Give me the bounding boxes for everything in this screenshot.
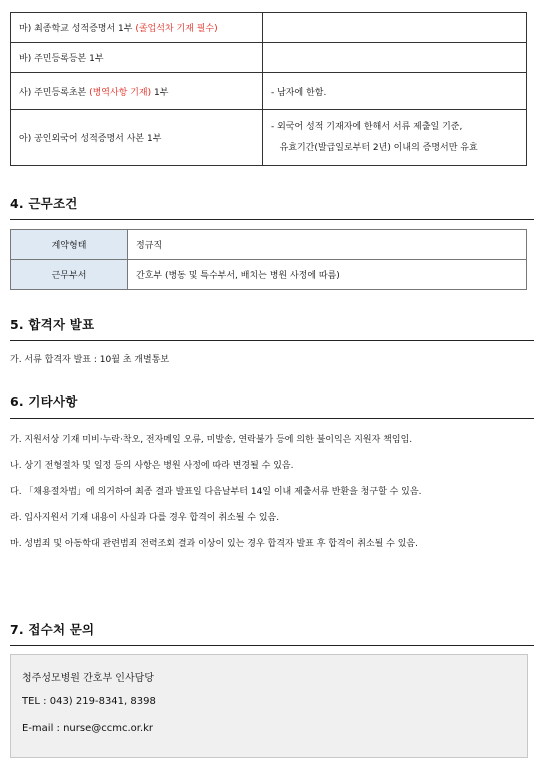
table-row <box>11 43 527 73</box>
note-line: 유효기간(발급일로부터 2년) 이내의 증명서만 유효 <box>271 142 478 153</box>
document-requirement: (졸업석차 기재 필수) <box>135 24 218 34</box>
section-divider <box>10 645 534 646</box>
document-note <box>263 110 527 166</box>
contact-department: 청주성모병원 간호부 인사담당 <box>22 673 154 684</box>
document-name: 아) 공인외국어 성적증명서 사본 1부 <box>19 134 162 144</box>
contact-phone: TEL : 043) 219-8341, 8398 <box>22 696 156 707</box>
document-name: 바) 주민등록등본 1부 <box>19 54 104 64</box>
document-name: 사) 주민등록초본 <box>19 87 90 98</box>
section-title-work-conditions: 4. 근무조건 <box>10 196 78 211</box>
section-title-other-notes: 6. 기타사항 <box>10 394 78 409</box>
note-line: - 남자에 한함. <box>271 87 327 98</box>
document-item <box>11 73 263 110</box>
note-item: 나. 상기 전형절차 및 일정 등의 사항은 병원 사정에 따라 변경될 수 있음. <box>10 461 294 471</box>
table-row <box>11 110 527 166</box>
section-title-announcement: 5. 합격자 발표 <box>10 317 95 332</box>
section-title-contact: 7. 접수처 문의 <box>10 622 95 637</box>
work-conditions-table <box>10 229 527 290</box>
document-requirement: (병역사항 기재) <box>89 87 152 98</box>
section-divider <box>10 340 534 341</box>
contact-email[interactable]: E-mail : nurse@ccmc.or.kr <box>22 723 154 734</box>
contract-type-value: 정규직 <box>128 230 527 260</box>
note-item: 라. 입사지원서 기재 내용이 사실과 다를 경우 합격이 취소될 수 있음. <box>10 513 280 523</box>
document-note <box>263 13 527 43</box>
note-item: 다. 「채용절차법」에 의거하여 최종 결과 발표일 다음날부터 14일 이내 제출서류 반환을 청구할 수 있음. <box>10 487 422 497</box>
document-item <box>11 110 263 166</box>
section-divider <box>10 219 534 220</box>
document-count: 1부 <box>151 87 169 98</box>
table-row <box>11 230 527 260</box>
department-label: 근무부서 <box>11 260 128 290</box>
note-item: 마. 성범죄 및 아동학대 관련범죄 전력조회 결과 이상이 있는 경우 합격자 발표 후 합격이 취소될 수 있음. <box>10 539 418 549</box>
document-note <box>263 73 527 110</box>
section-divider <box>10 418 534 419</box>
contact-box <box>10 654 528 758</box>
document-item <box>11 43 263 73</box>
document-item <box>11 13 263 43</box>
document-note <box>263 43 527 73</box>
contract-type-label: 계약형태 <box>11 230 128 260</box>
table-row <box>11 260 527 290</box>
note-line: - 외국어 성적 기재자에 한해서 서류 제출일 기준, <box>271 121 463 132</box>
department-value: 간호부 (병동 및 특수부서, 배치는 병원 사정에 따름) <box>128 260 527 290</box>
announcement-item: 가. 서류 합격자 발표 : 10월 초 개별통보 <box>10 355 170 365</box>
table-row <box>11 13 527 43</box>
table-row <box>11 73 527 110</box>
documents-table <box>10 12 527 166</box>
document-name: 마) 최종학교 성적증명서 1부 <box>19 24 136 34</box>
note-item: 가. 지원서상 기재 미비·누락·착오, 전자메일 오류, 미발송, 연락불가 등에 의한 불이익은 지원자 책임임. <box>10 435 413 445</box>
